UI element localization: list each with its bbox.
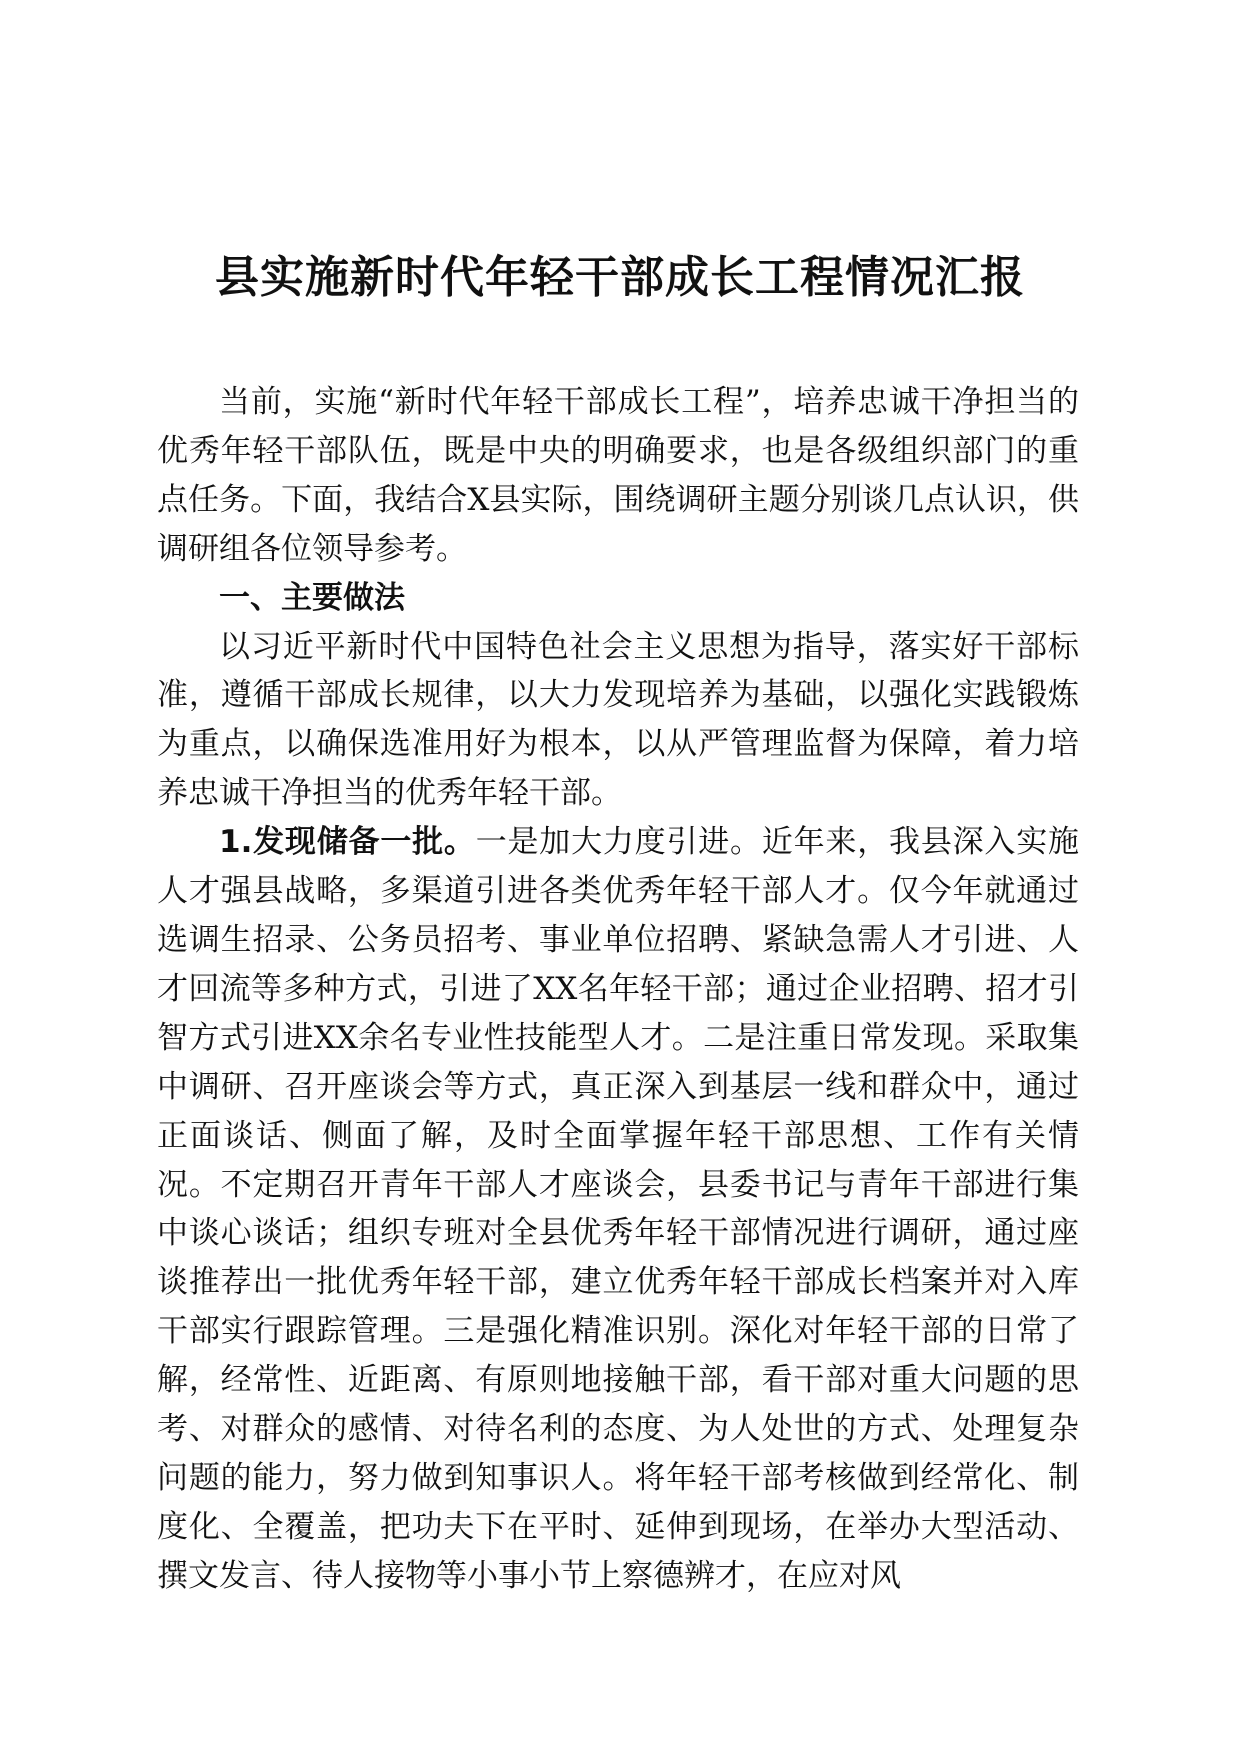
section-paragraph: 以习近平新时代中国特色社会主义思想为指导，落实好干部标准，遵循干部成长规律，以大力发现培养为基础，以强化实践锻炼为重点，以确保选准用好为根本，以从严管理监督为保障，着力培养忠诚干净担当的优秀年轻干部。 xyxy=(157,628,1079,812)
item-text: 一是加大力度引进。近年来，我县深入实施人才强县战略，多渠道引进各类优秀年轻干部人才。仅今年就通过选调生招录、公务员招考、事业单位招聘、紧缺急需人才引进、人才回流等多种方式，引进了XX名年轻干部；通过企业招聘、招才引智方式引进XX余名专业性技能型人才。二是注重日常发现。采取集中调研、召开座谈会等方式，真正深入到基层一线和群众中，通过正面谈话、侧面了解，及时全面掌握年轻干部思想、工作有关情况。不定期召开青年干部人才座谈会，县委书记与青年干部进行集中谈心谈话；组织专班对全县优秀年轻干部情况进行调研，通过座谈推荐出一批优秀年轻干部，建立优秀年轻干部成长档案并对入库干部实行跟踪管理。三是强化精准识别。深化对年轻干部的日常了解，经常性、近距离、有原则地接触干部，看干部对重大问题的思考、对群众的感情、对待名利的态度、为人处世的方式、处理复杂问题的能力，努力做到知事识人。将年轻干部考核做到经常化、制度化、全覆盖，把功夫下在平时、延伸到现场，在举办大型活动、撰文发言、待人接物等小事小节上察德辨才，在应对风 xyxy=(157,824,1079,1594)
section-heading: 一、主要做法 xyxy=(219,579,405,616)
intro-paragraph: 当前，实施“新时代年轻干部成长工程”，培养忠诚干净担当的优秀年轻干部队伍，既是中央的明确要求，也是各级组织部门的重点任务。下面，我结合X县实际，围绕调研主题分别谈几点认识，供调研组各位领导参考。 xyxy=(157,384,1079,567)
document-body xyxy=(157,378,1079,1601)
document-title: 县实施新时代年轻干部成长工程情况汇报 xyxy=(215,252,1025,303)
item-paragraph xyxy=(157,818,1079,1601)
item-lead: 1.发现储备一批。 xyxy=(219,824,476,861)
